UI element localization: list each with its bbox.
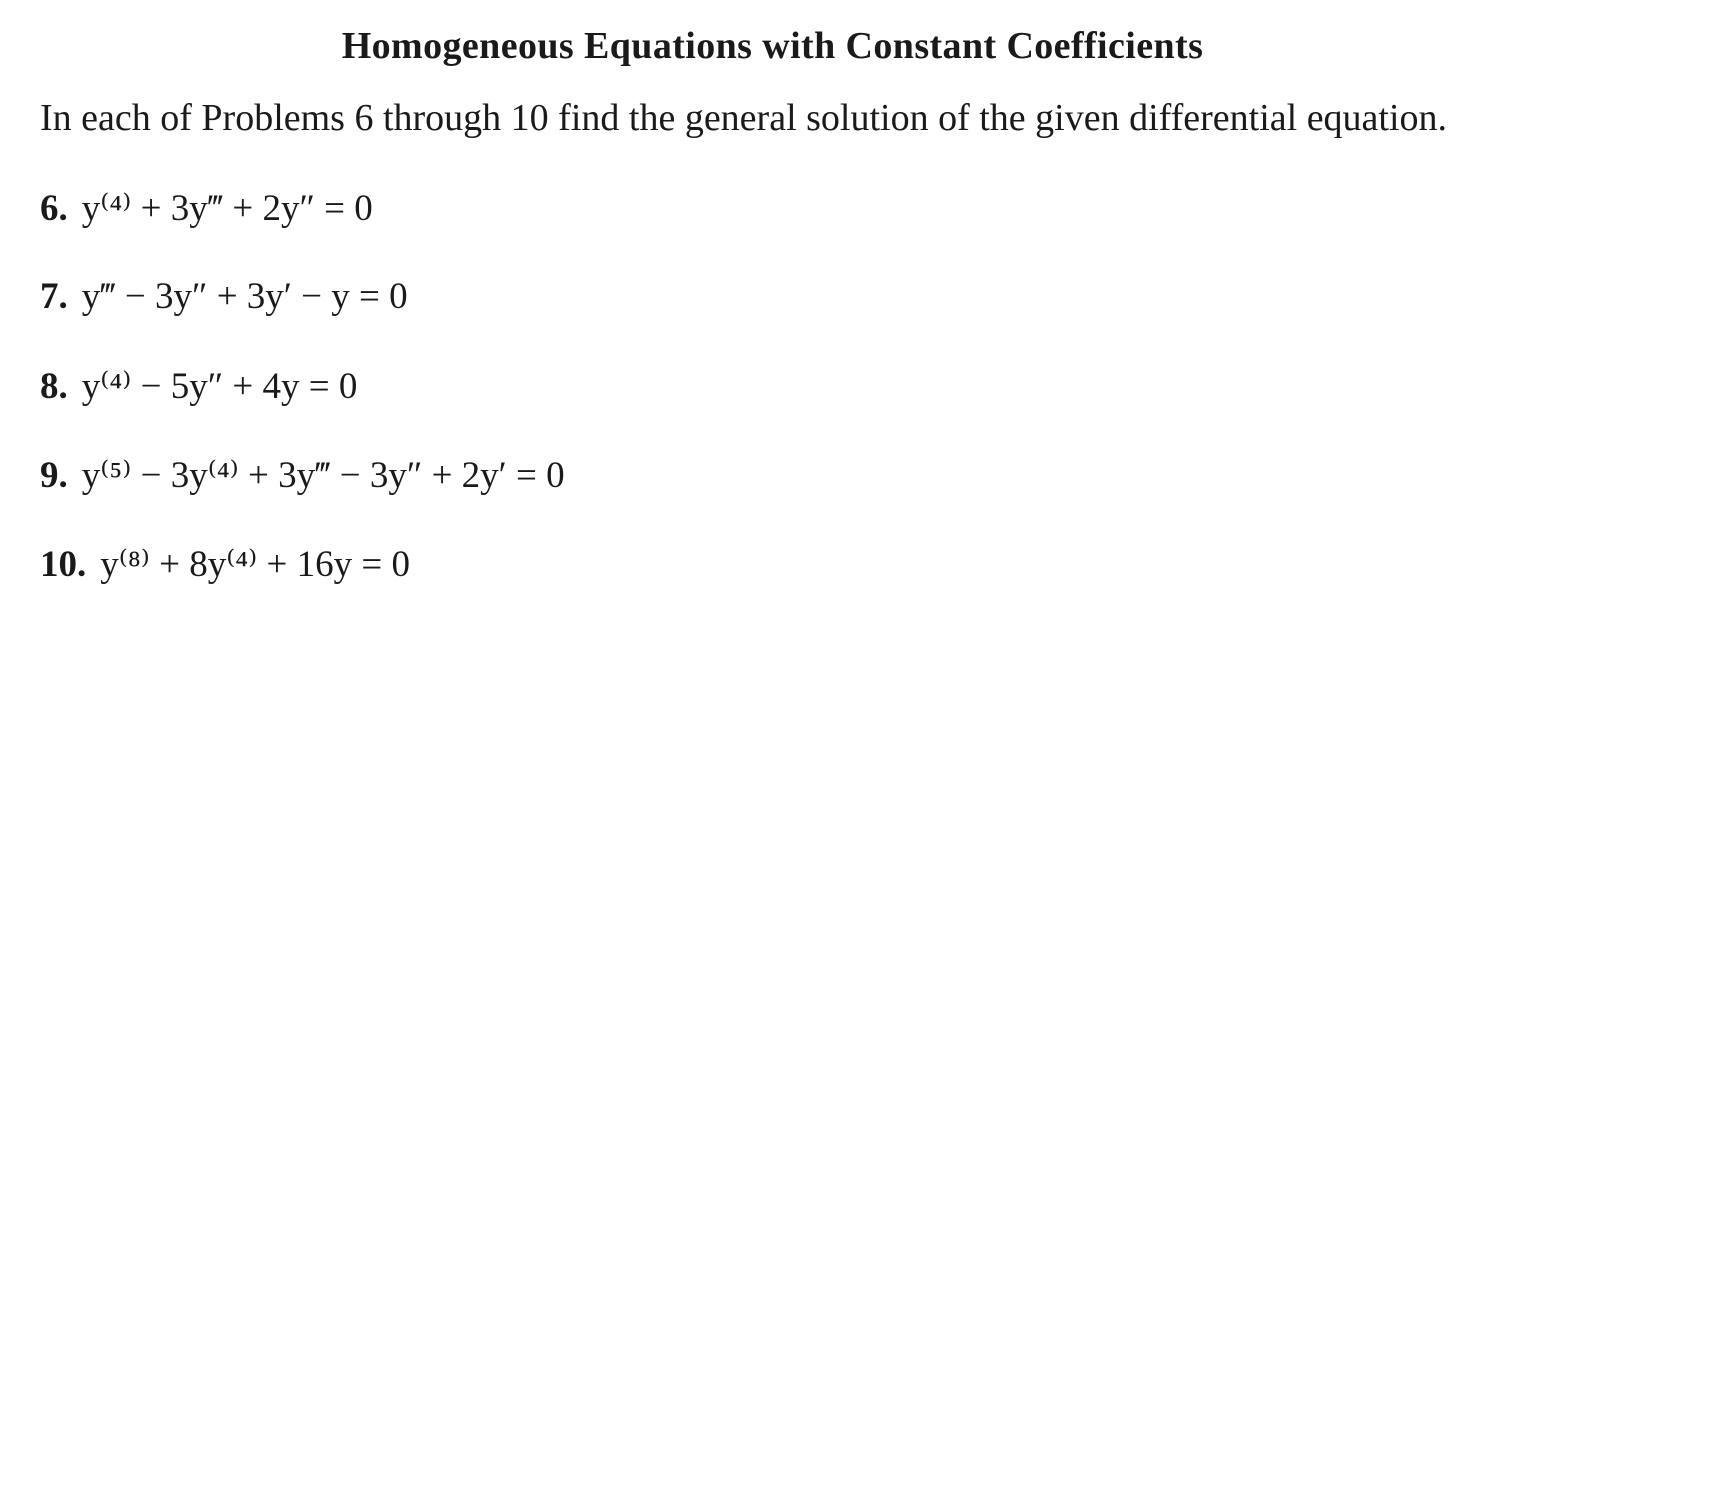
problem-item — [40, 453, 565, 497]
problem-number: 9. — [40, 455, 68, 496]
problem-equation: y‴ − 3y″ + 3y′ − y = 0 — [81, 276, 408, 317]
problem-item — [40, 186, 373, 230]
page-title: Homogeneous Equations with Constant Coefficients — [341, 25, 1204, 67]
instructions-text: In each of Problems 6 through 10 find the general solution of the given differential equation. — [40, 97, 1448, 139]
problem-equation: y⁽⁴⁾ + 3y‴ + 2y″ = 0 — [81, 188, 373, 229]
problem-number: 8. — [40, 366, 68, 407]
problem-equation: y⁽⁸⁾ + 8y⁽⁴⁾ + 16y = 0 — [100, 544, 410, 585]
problem-equation: y⁽⁵⁾ − 3y⁽⁴⁾ + 3y‴ − 3y″ + 2y′ = 0 — [81, 455, 565, 496]
problem-number: 10. — [40, 544, 87, 585]
problem-item — [40, 275, 408, 318]
problem-number: 7. — [40, 276, 68, 317]
problem-number: 6. — [40, 188, 68, 229]
problem-item — [40, 364, 357, 408]
problem-equation: y⁽⁴⁾ − 5y″ + 4y = 0 — [81, 366, 358, 407]
problem-item — [40, 542, 410, 586]
